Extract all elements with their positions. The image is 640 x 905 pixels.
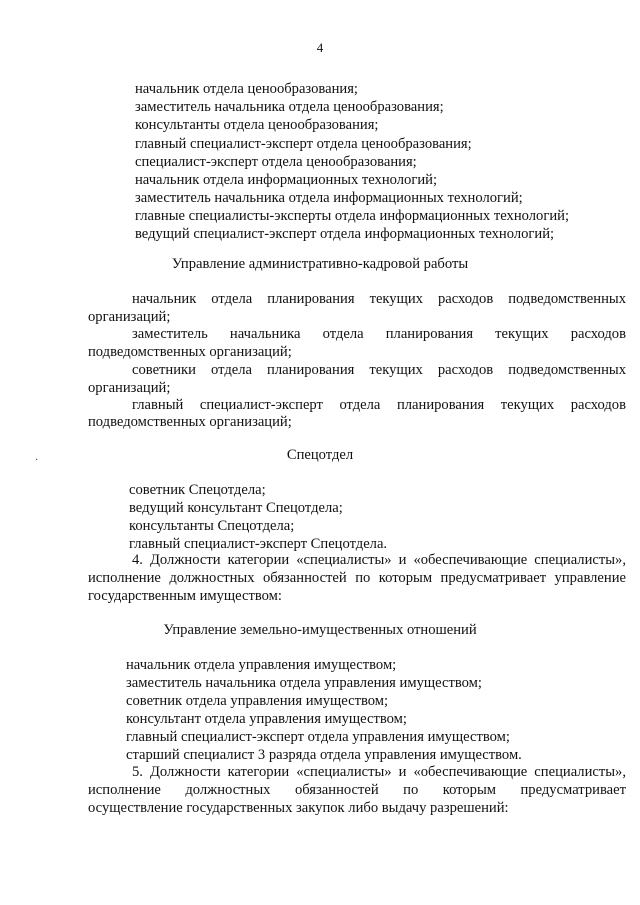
list-item: заместитель начальника отдела управления имуществом;	[126, 675, 482, 691]
list-item: ведущий консультант Спецотдела;	[129, 500, 343, 516]
list-item: главный специалист-эксперт Спецотдела.	[129, 536, 388, 552]
paragraph-4-line: исполнение должностных обязанностей по которым предусматривает управление	[88, 570, 626, 586]
list-item: главный специалист-эксперт отдела ценообразования;	[135, 136, 472, 152]
list-item: консультанты отдела ценообразования;	[135, 117, 379, 133]
list-item: специалист-эксперт отдела ценообразования;	[135, 154, 417, 170]
admin-item-line: организаций;	[88, 309, 171, 325]
stray-mark: ·	[35, 455, 39, 466]
list-item: консультант отдела управления имуществом;	[126, 711, 407, 727]
list-item: главные специалисты-эксперты отдела информационных технологий;	[135, 208, 569, 224]
list-item: начальник отдела управления имуществом;	[126, 657, 397, 673]
section-heading-land: Управление земельно-имущественных отношений	[163, 622, 477, 638]
section-heading-spec: Спецотдел	[286, 447, 354, 463]
paragraph-4-line: 4. Должности категории «специалисты» и «обеспечивающие специалисты»,	[132, 552, 626, 568]
admin-item-line: главный специалист-эксперт отдела планирования текущих расходов	[132, 397, 626, 413]
admin-item-line: советники отдела планирования текущих расходов подведомственных	[132, 362, 626, 378]
admin-item-line: подведомственных организаций;	[88, 344, 292, 360]
list-item: советник отдела управления имуществом;	[126, 693, 389, 709]
paragraph-5-line: осуществление государственных закупок либо выдачу разрешений:	[88, 800, 509, 816]
page-number: 4	[316, 40, 324, 55]
list-item: советник Спецотдела;	[129, 482, 266, 498]
paragraph-4-line: государственным имуществом:	[88, 588, 282, 604]
list-item: начальник отдела информационных технологий;	[135, 172, 438, 188]
admin-item-line: подведомственных организаций;	[88, 414, 292, 430]
paragraph-5-line: 5. Должности категории «специалисты» и «обеспечивающие специалисты»,	[132, 764, 626, 780]
admin-item-line: организаций;	[88, 380, 171, 396]
list-item: начальник отдела ценообразования;	[135, 81, 358, 97]
admin-item-line: начальник отдела планирования текущих расходов подведомственных	[132, 291, 626, 307]
list-item: ведущий специалист-эксперт отдела информационных технологий;	[135, 226, 555, 242]
list-item: заместитель начальника отдела информационных технологий;	[135, 190, 523, 206]
list-item: старший специалист 3 разряда отдела управления имуществом.	[126, 747, 522, 763]
paragraph-5-line: исполнение должностных обязанностей по которым предусматривает	[88, 782, 626, 798]
admin-item-line: заместитель начальника отдела планирования текущих расходов	[132, 326, 626, 342]
list-item: заместитель начальника отдела ценообразования;	[135, 99, 444, 115]
list-item: консультанты Спецотдела;	[129, 518, 295, 534]
list-item: главный специалист-эксперт отдела управления имуществом;	[126, 729, 510, 745]
section-heading-admin: Управление административно-кадровой работы	[171, 256, 469, 272]
